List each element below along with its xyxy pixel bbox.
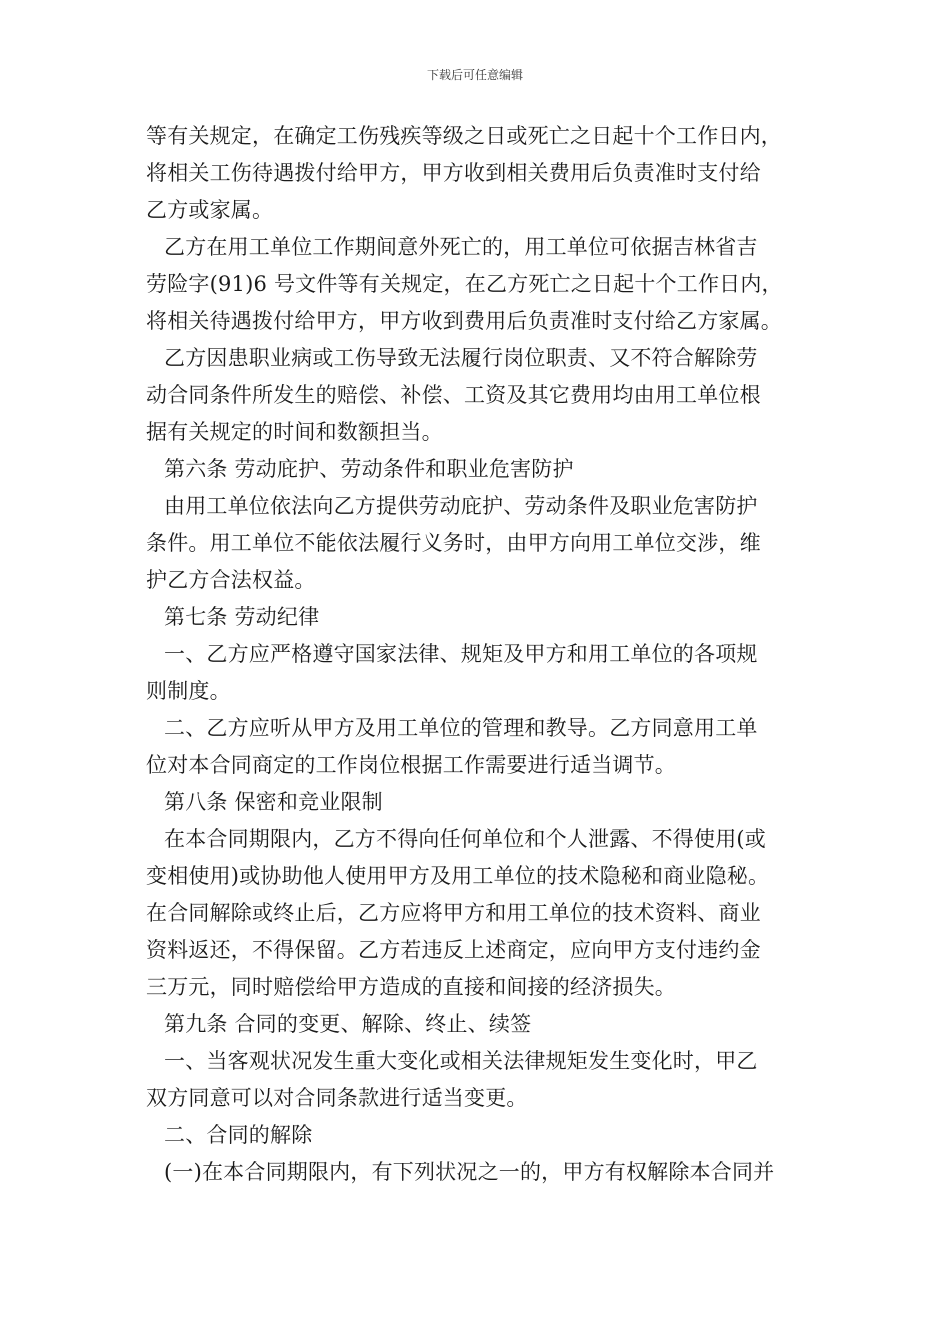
- text-line: 乙方因患职业病或工伤导致无法履行岗位职责、又不符合解除劳: [164, 346, 758, 370]
- text-line: 在本合同期限内，乙方不得向任何单位和个人泄露、不得使用(或: [164, 827, 766, 851]
- text-line: 位对本合同商定的工作岗位根据工作需要进行适当调节。: [146, 753, 676, 777]
- text-line: 在合同解除或终止后，乙方应将甲方和用工单位的技术资料、商业: [146, 901, 761, 925]
- text-line: 将相关工伤待遇拨付给甲方，甲方收到相关费用后负责准时支付给: [146, 161, 761, 185]
- text-line: 双方同意可以对合同条款进行适当变更。: [146, 1086, 528, 1110]
- page-header: 下载后可任意编辑: [426, 68, 523, 82]
- text-line: 二、乙方应听从甲方及用工单位的管理和教导。乙方同意用工单: [164, 716, 758, 740]
- text-line: 据有关规定的时间和数额担当。: [146, 420, 443, 444]
- text-line: 第七条 劳动纪律: [164, 605, 320, 629]
- text-line: 劳险字(91)6 号文件等有关规定，在乙方死亡之日起十个工作日内，: [146, 272, 783, 296]
- text-line: 第八条 保密和竞业限制: [164, 790, 383, 814]
- text-line: 护乙方合法权益。: [146, 568, 316, 592]
- text-line: 变相使用)或协助他人使用甲方及用工单位的技术隐秘和商业隐秘。: [146, 864, 770, 888]
- text-line: 资料返还，不得保留。乙方若违反上述商定，应向甲方支付违约金: [146, 938, 761, 962]
- text-line: 动合同条件所发生的赔偿、补偿、工资及其它费用均由用工单位根: [146, 383, 761, 407]
- text-line: 三万元，同时赔偿给甲方造成的直接和间接的经济损失。: [146, 975, 676, 999]
- text-line: 第六条 劳动庇护、劳动条件和职业危害防护: [164, 457, 574, 481]
- text-line: 则制度。: [146, 679, 231, 703]
- text-line: 一、乙方应严格遵守国家法律、规矩及甲方和用工单位的各项规: [164, 642, 758, 666]
- document-body: [146, 118, 810, 1191]
- text-line: 由用工单位依法向乙方提供劳动庇护、劳动条件及职业危害防护: [164, 494, 758, 518]
- text-line: 乙方在用工单位工作期间意外死亡的，用工单位可依据吉林省吉: [164, 235, 758, 259]
- text-line: 二、合同的解除: [164, 1123, 313, 1147]
- text-line: 乙方或家属。: [146, 198, 274, 222]
- text-line: 条件。用工单位不能依法履行义务时，由甲方向用工单位交涉，维: [146, 531, 761, 555]
- text-line: (一)在本合同期限内，有下列状况之一的，甲方有权解除本合同并: [164, 1160, 775, 1184]
- text-line: 一、当客观状况发生重大变化或相关法律规矩发生变化时，甲乙: [164, 1049, 758, 1073]
- text-line: 将相关待遇拨付给甲方，甲方收到费用后负责准时支付给乙方家属。: [146, 309, 782, 333]
- text-line: 第九条 合同的变更、解除、终止、续签: [164, 1012, 532, 1036]
- text-line: 等有关规定，在确定工伤残疾等级之日或死亡之日起十个工作日内，: [146, 124, 782, 148]
